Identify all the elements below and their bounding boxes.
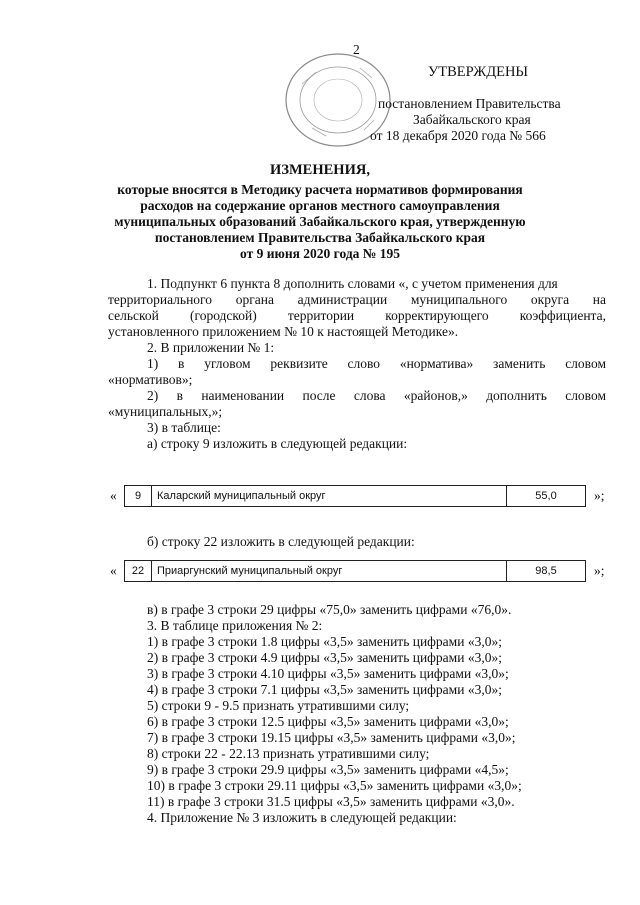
- p2-heading: 2. В приложении № 1:: [147, 340, 275, 355]
- p3-item-11: 11) в графе 3 строки 31.5 цифры «3,5» заменить цифрами «3,0».: [147, 794, 515, 809]
- table-row-9: [124, 485, 586, 507]
- p1-line-4: установленного приложением № 10 к настоящей Методике».: [108, 324, 459, 339]
- p3-item-6: 6) в графе 3 строки 12.5 цифры «3,5» заменить цифрами «3,0»;: [147, 714, 509, 729]
- p3-item-5: 5) строки 9 - 9.5 признать утратившими силу;: [147, 698, 410, 713]
- approval-line-1: постановлением Правительства: [378, 96, 561, 111]
- p2-item-3a: а) строку 9 изложить в следующей редакции:: [147, 436, 408, 451]
- approval-title: УТВЕРЖДЕНЫ: [428, 64, 529, 80]
- p3-item-1: 1) в графе 3 строки 1.8 цифры «3,5» заменить цифрами «3,0»;: [147, 634, 502, 649]
- open-quote: «: [110, 563, 117, 578]
- page-number: 2: [353, 42, 360, 57]
- p3-item-8: 8) строки 22 - 22.13 признать утратившими силу;: [147, 746, 430, 761]
- row-22-number: 22: [125, 561, 152, 581]
- open-quote: «: [110, 488, 117, 503]
- document-title: ИЗМЕНЕНИЯ,: [270, 162, 370, 178]
- p2-item-2-line-1: 2) в наименовании после слова «районов,» дополнить словом: [147, 388, 606, 403]
- heading-line-1: которые вносятся в Методику расчета нормативов формирования: [117, 182, 523, 197]
- p2-item-3b: б) строку 22 изложить в следующей редакции:: [147, 534, 415, 549]
- row-9-value: 55,0: [506, 486, 585, 506]
- p1-line-2: территориального органа администрации муниципального округа на: [108, 292, 606, 307]
- p3-item-7: 7) в графе 3 строки 19.15 цифры «3,5» заменить цифрами «3,0»;: [147, 730, 516, 745]
- p2-item-3: 3) в таблице:: [147, 420, 221, 435]
- p3-item-4: 4) в графе 3 строки 7.1 цифры «3,5» заменить цифрами «3,0»;: [147, 682, 502, 697]
- row-9-name: Каларский муниципальный округ: [157, 490, 326, 502]
- approval-line-2: Забайкальского края: [413, 112, 531, 127]
- p1-line-1: 1. Подпункт 6 пункта 8 дополнить словами «, с учетом применения для: [147, 276, 558, 291]
- approval-line-3: от 18 декабря 2020 года № 566: [370, 128, 546, 143]
- p4-heading: 4. Приложение № 3 изложить в следующей редакции:: [147, 810, 457, 825]
- p3-item-9: 9) в графе 3 строки 29.9 цифры «3,5» заменить цифрами «4,5»;: [147, 762, 509, 777]
- p2-item-1-line-2: «нормативов»;: [108, 372, 193, 387]
- close-quote: »;: [594, 563, 605, 578]
- p3-item-10: 10) в графе 3 строки 29.11 цифры «3,5» заменить цифрами «3,0»;: [147, 778, 522, 793]
- heading-line-2: расходов на содержание органов местного самоуправления: [140, 198, 500, 213]
- heading-line-5: от 9 июня 2020 года № 195: [240, 246, 400, 261]
- row-9-number: 9: [125, 486, 152, 506]
- close-quote: »;: [594, 488, 605, 503]
- heading-line-3: муниципальных образований Забайкальского края, утвержденную: [114, 214, 526, 229]
- heading-line-4: постановлением Правительства Забайкальского края: [154, 230, 486, 245]
- p2-item-1-line-1: 1) в угловом реквизите слово «норматива» заменить словом: [147, 356, 606, 371]
- p3-heading: 3. В таблице приложения № 2:: [147, 618, 323, 633]
- p2-item-3c: в) в графе 3 строки 29 цифры «75,0» заменить цифрами «76,0».: [147, 602, 512, 617]
- table-row-22: [124, 560, 586, 582]
- row-22-value: 98,5: [506, 561, 585, 581]
- row-22-name: Приаргунский муниципальный округ: [157, 565, 343, 577]
- p1-line-3: сельской (городской) территории корректирующего коэффициента,: [108, 308, 606, 323]
- p3-item-3: 3) в графе 3 строки 4.10 цифры «3,5» заменить цифрами «3,0»;: [147, 666, 509, 681]
- p3-item-2: 2) в графе 3 строки 4.9 цифры «3,5» заменить цифрами «3,0»;: [147, 650, 502, 665]
- p2-item-2-line-2: «муниципальных,»;: [108, 404, 223, 419]
